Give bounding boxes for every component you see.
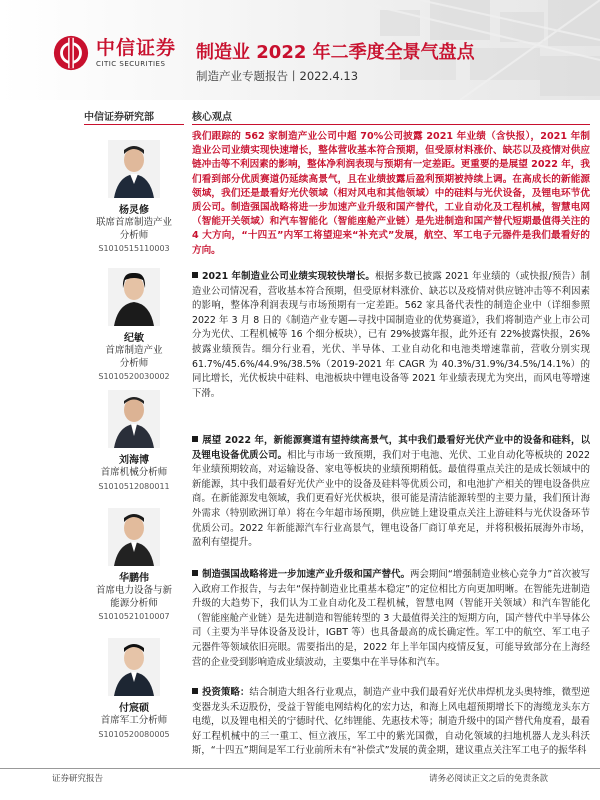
analyst-card: [84, 268, 184, 382]
core-view-title: 核心观点: [192, 112, 232, 123]
analyst-name: 刘海博: [119, 455, 149, 466]
core-view-summary: 我们跟踪的 562 家制造产业公司中超 70%公司披露 2021 年业绩（含快报），2021 年制造业公司业绩实现快速增长，整体营收基本符合预期，但受原材料涨价、缺芯以及疫情对供应链冲击等不利因素的影响，整体净利润表现与预期有一定差距。更重要的是展望 2022 年，我们看到部分优质赛道仍延续高景气，且在业绩披露后盈利预期被持续上调。在高成长的新能源领域，我们还是最看好光伏领域（相对风电和其他领域）中的硅料与光伏设备，及锂电环节优质公司。制造强国战略将进一步加速产业升级和国产替代，工业自动化及工程机械，智慧电网（智能开关领域）和汽车智能化（智能座舱产业链）是先进制造和国产替代短期最值得关注的 4 大方向，“十四五”内军工将望迎来“补充式”发展，航空、军工电子元器件是我们最看好的方向。: [192, 131, 590, 256]
research-dept-heading: [84, 108, 184, 123]
analyst-role: 分析师: [119, 229, 149, 241]
bullet-lead: 展望 2022 年，新能源赛道有望持续高景气，其中我们最看好光伏产业中的设备和硅料，以及锂电设备优质公司。: [192, 435, 590, 461]
analyst-name: 纪敏: [124, 333, 144, 344]
analyst-role: 首席机械分析师: [100, 467, 168, 478]
analyst-role: 能源分析师: [110, 597, 158, 609]
analyst-name: 付宸硕: [119, 703, 149, 714]
analyst-role: 分析师: [119, 357, 149, 369]
footer-divider: [0, 768, 600, 769]
analyst-certificate: S1010520030002: [98, 372, 170, 381]
analyst-certificate: S1010520080005: [98, 729, 170, 739]
analyst-role: 首席电力设备与新: [95, 585, 172, 596]
right-divider: [192, 124, 590, 125]
report-title: 制造业 2022 年二季度全景气盘点: [196, 42, 475, 63]
analyst-photo: [108, 268, 160, 326]
report-header: [0, 0, 600, 100]
bullet-lead: 2021 年制造业公司业绩实现较快增长。: [202, 271, 375, 282]
analyst-certificate: S1010521010007: [98, 612, 170, 621]
bullet-paragraph: [192, 568, 590, 670]
footer-left-text: 证券研究报告: [52, 774, 104, 784]
core-view-heading: [192, 108, 590, 123]
analyst-name: 华鹏伟: [119, 573, 149, 584]
bullet-paragraph: [192, 434, 590, 551]
bullet-paragraph: [192, 270, 590, 401]
bullet-lead: 投资策略：: [202, 687, 250, 698]
bullet-lead: 制造强国战略将进一步加速产业升级和国产替代。: [202, 569, 411, 580]
left-divider: [84, 124, 184, 125]
bullet-paragraph: [192, 686, 590, 766]
analyst-role: 联席首席制造产业: [95, 217, 172, 228]
analyst-card: [84, 508, 184, 622]
bullet-text: 两会期间“增强制造业核心竞争力”首次被写入政府工作报告，与去年“保持制造业比重基本稳定”的定位相比方向更加明晰。在智能先进制造升级的大趋势下，我们认为工业自动化及工程机械，智慧电网（智能开关领域）和汽车智能化（智能座舱产业链）是先进制造和智能转型的 3 大最值得关注的短期方向，国产替代中半导体公司（主要为半导体设备及设计，IGBT 等）也具备最高的成长确定性。军工中的航空、军工电子元器件等领域依旧亮眼。需要指出的是，2022 年上半年国内疫情反复，可能导致部分在上海经营的企业受到影响造成业绩波动，主要集中在半导体和汽车。: [192, 569, 590, 668]
logo-chinese-text: 中信证券: [96, 37, 177, 59]
analyst-role: 首席军工分析师: [100, 715, 168, 726]
bullet-square-icon: [192, 688, 198, 694]
footer-right-text: 请务必阅读正文之后的免责条款: [428, 774, 548, 784]
analyst-card: [84, 638, 184, 740]
bullet-text: 结合制造大组各行业观点，制造产业中我们最看好光伏串焊机龙头奥特维，微型逆变器龙头禾迈股份，受益于智能电网结构化的宏力达，和海上风电超预期增长下的海缆龙头东方电缆，以及锂电相关的宁德时代、亿纬锂能、先惠技术等；制造升级中的国产替代角度看，最看好工程机械中的三一重工、恒立液压，军工中的紫光国微，自动化领域的扫地机器人龙头科沃斯，“十四五”期间是军工行业前所未有“补偿式”发展的黄金期，建议重点关注军工电子的振华科: [192, 687, 590, 757]
bullet-square-icon: [192, 272, 198, 278]
analyst-photo: [108, 508, 160, 566]
citic-logo: [52, 34, 176, 72]
research-dept-title: 中信证券研究部: [84, 112, 154, 123]
analyst-card: [84, 390, 184, 492]
bullet-square-icon: [192, 436, 198, 442]
analyst-photo: [108, 390, 160, 448]
analyst-photo: [108, 140, 160, 198]
analyst-card: [84, 140, 184, 254]
report-subtitle: 制造产业专题报告丨2022.4.13: [196, 69, 359, 83]
analyst-photo: [108, 638, 160, 696]
analyst-certificate: S1010512080011: [98, 481, 170, 491]
logo-english-text: CITIC SECURITIES: [96, 60, 166, 68]
analyst-certificate: S1010515110003: [98, 244, 170, 253]
citic-logo-icon: [52, 34, 90, 72]
analyst-name: 杨灵修: [119, 205, 149, 216]
bullet-text: 根据多数已披露 2021 年业绩的（或快报/预告）制造业公司情况看，营收基本符合预期，但受原材料涨价、缺芯以及疫情对供应链冲击等不利因素的影响，整体净利润表现与市场预期有一定差距。562 家具备代表性的制造企业中（详细参照 2022 年 3 月 8 日的《制造产业专题—寻找中国制造业的优势赛道》，我们将制造产业上市公司分为光伏、工程机械等 16 个细分板块），已有 29%披露年报，此外还有 22%披露快报，26%披露业绩预告。细分行业看，光伏、半导体、工业自动化和电池类增速靠前，营收分别实现 61.7%/45.6%/44.9%/38.5%（2019-2021 年 CAGR 为 40.3%/31.9%/34.5%/14.1%）的同比增长，光伏板块中硅料、电池板块中锂电设备等 2021 年业绩表现尤为突出，而风电等增速下滑。: [192, 271, 591, 399]
bullet-text: 相比与市场一致预期，我们对于电池、光伏、工业自动化等板块的 2022 年业绩预期较高，对运输设备、家电等板块的业绩预期稍低。最值得重点关注的是成长领域中的新能源，其中我们最看好光伏产业中的设备及硅料等优质公司，和电池扩产相关的锂电设备供应商。在新能源发电领域，我们更看好光伏板块，很可能是清洁能源转型的主要力量，我们预计海外需求（特别欧洲订单）将在今年超市场预期，供应链上建设重点关注上游硅料与光伏设备环节优质公司。2022 年新能源汽车行业高景气，锂电设备厂商订单充足，并将积极拓展海外市场，盈利有望提升。: [192, 449, 590, 549]
bullet-square-icon: [192, 570, 198, 576]
analyst-role: 首席制造产业: [105, 345, 163, 356]
